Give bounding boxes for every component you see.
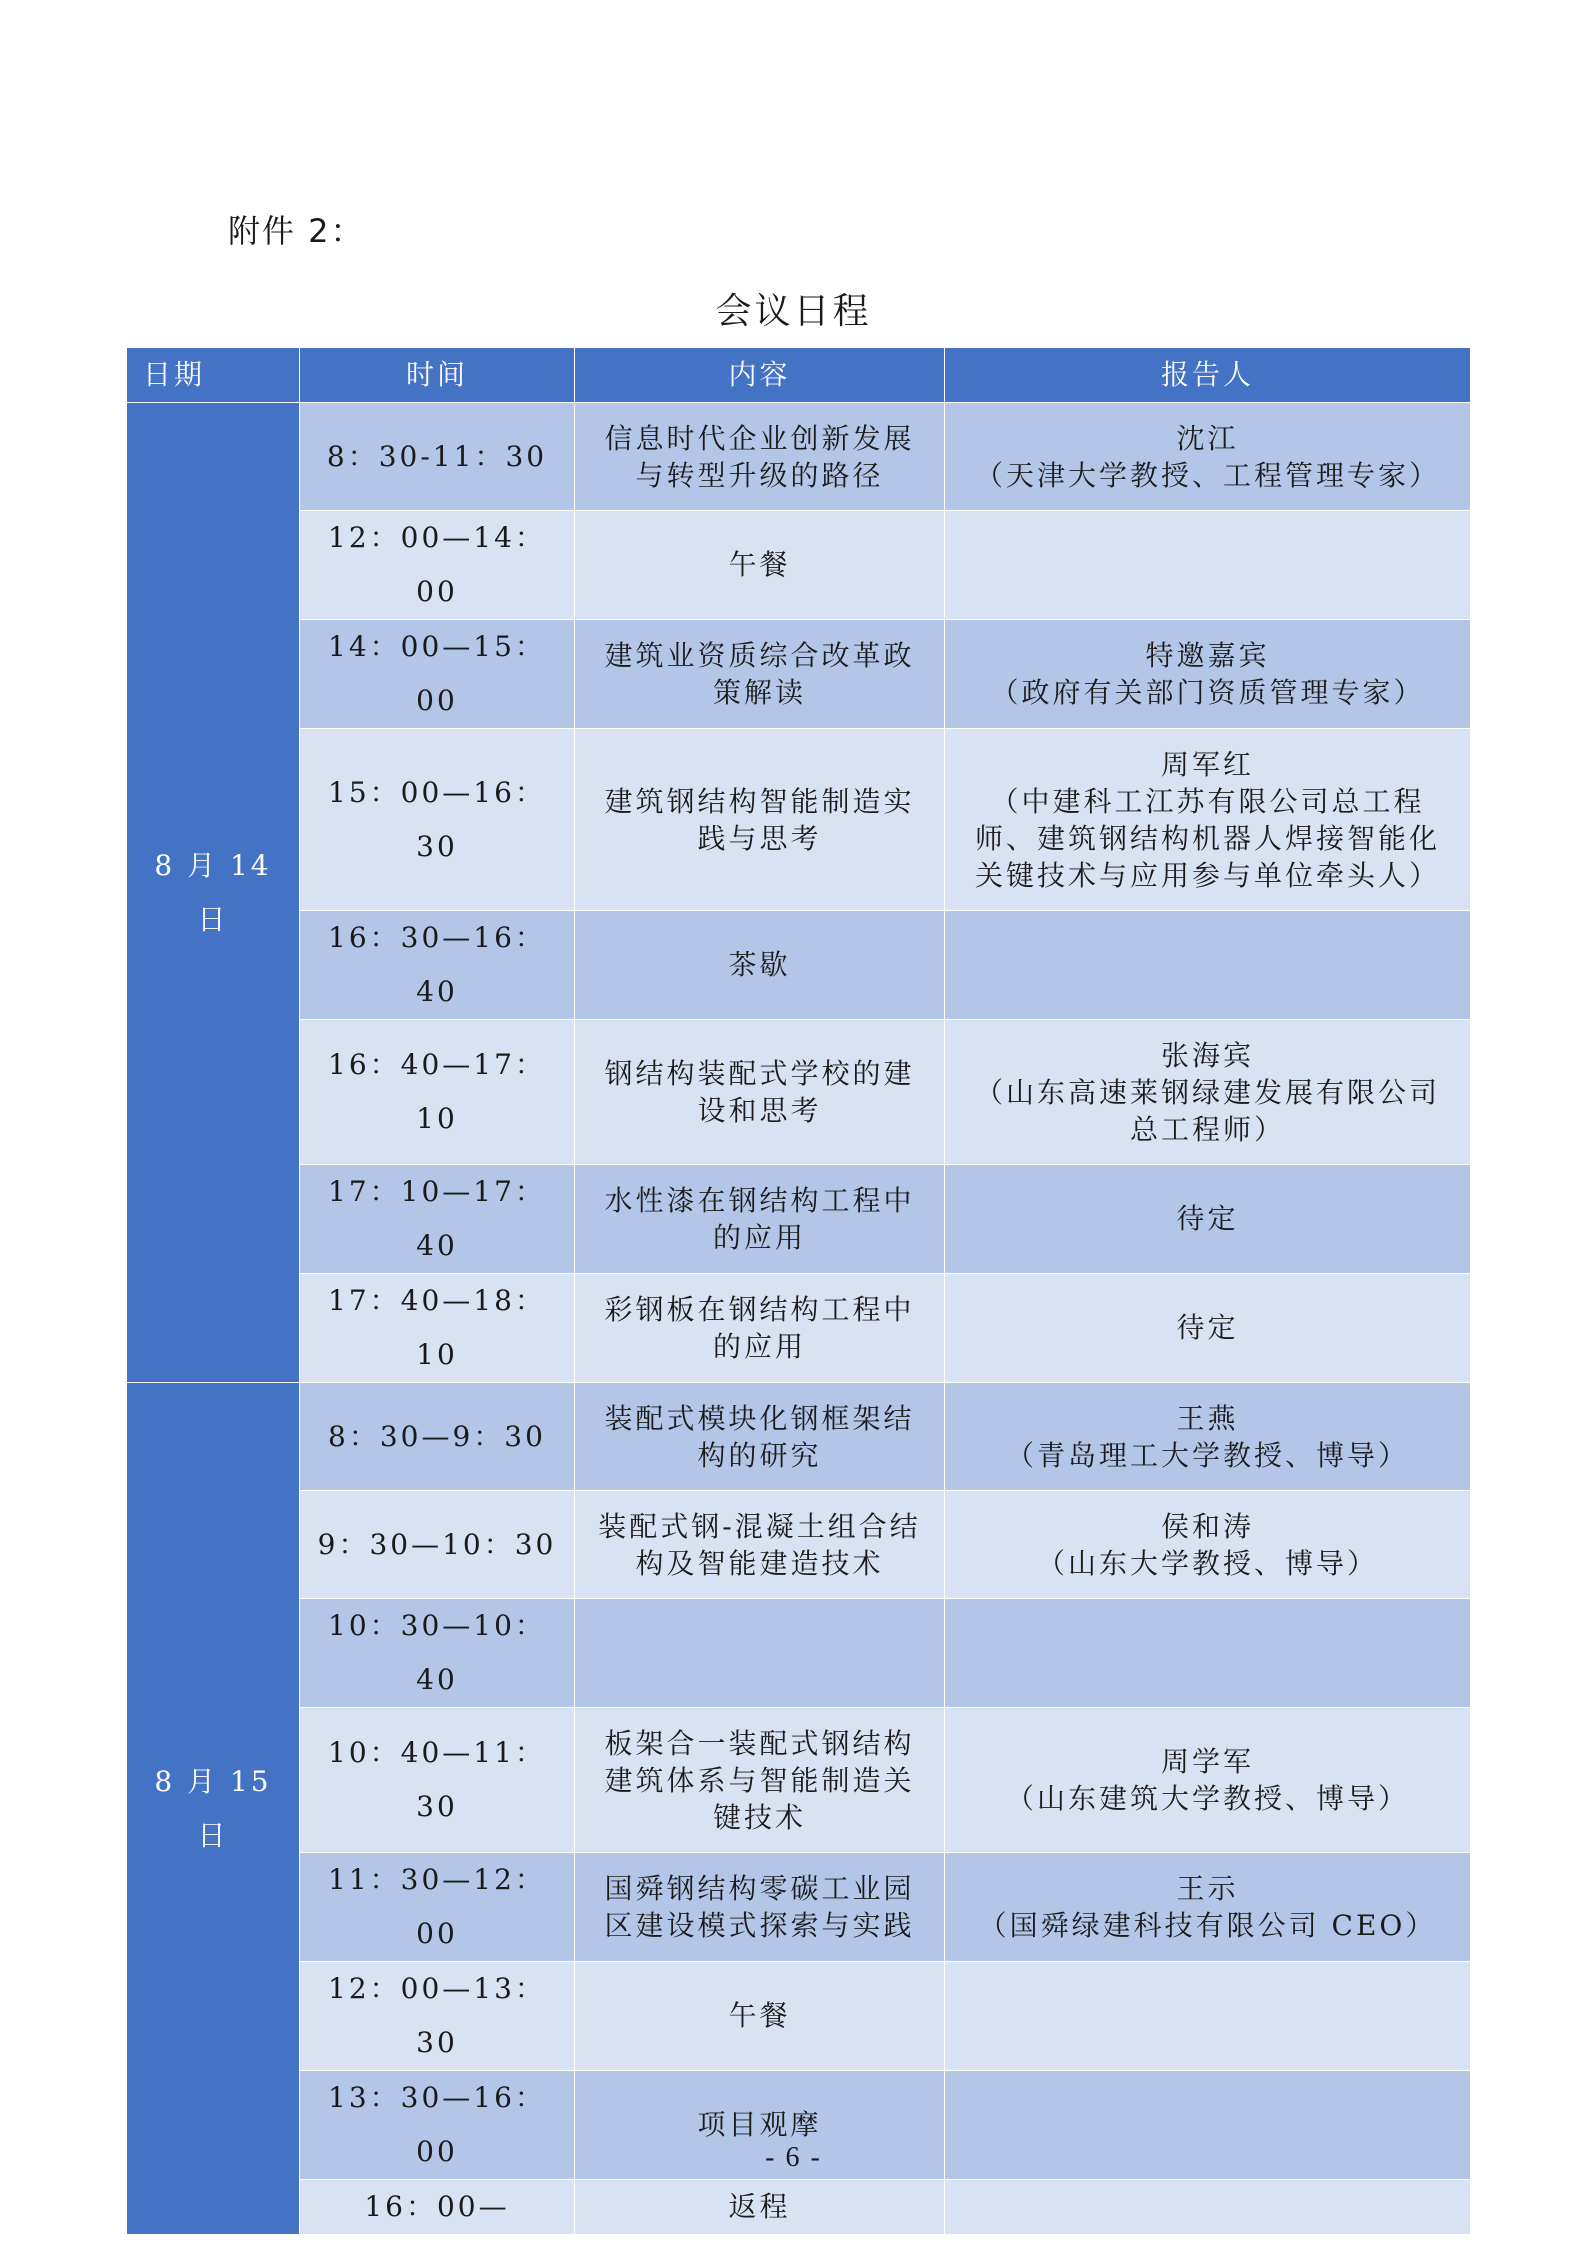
speaker-line: （山东建筑大学教授、博导） <box>1005 1782 1409 1815</box>
content-cell <box>575 1708 945 1853</box>
schedule-table <box>126 347 1471 2235</box>
content-cell <box>575 620 945 729</box>
schedule-body <box>127 403 1471 2235</box>
time-cell: 16：40—17：10 <box>300 1020 575 1165</box>
content-line: 板架合一装配式钢结构 <box>604 1726 915 1760</box>
content-line: 装配式钢-混凝土组合结 <box>598 1509 921 1543</box>
speaker-line: 总工程师） <box>1129 1112 1285 1146</box>
content-cell <box>575 729 945 911</box>
time-cell: 17：40—18：10 <box>300 1274 575 1383</box>
table-row <box>127 511 1471 620</box>
speaker-line: （山东大学教授、博导） <box>1036 1546 1378 1580</box>
table-row <box>127 911 1471 1020</box>
speaker-line: 周军红 <box>1160 747 1254 781</box>
attachment-label: 附件 2： <box>228 212 365 250</box>
speaker-cell <box>945 1020 1471 1165</box>
content-line: 装配式模块化钢框架结 <box>604 1401 915 1435</box>
content-cell <box>575 1599 945 1708</box>
content-line: 与转型升级的路径 <box>635 458 884 492</box>
content-line: 水性漆在钢结构工程中 <box>604 1184 915 1217</box>
table-row <box>127 1274 1471 1383</box>
content-cell <box>575 403 945 511</box>
content-cell <box>575 1853 945 1962</box>
time-cell: 8：30—9：30 <box>300 1383 575 1491</box>
time-cell: 14：00—15：00 <box>300 620 575 729</box>
table-row <box>127 1383 1471 1491</box>
content-cell <box>575 1274 945 1383</box>
speaker-cell <box>945 1962 1471 2071</box>
content-line: 项目观摩 <box>697 2108 822 2141</box>
table-row <box>127 620 1471 729</box>
time-cell: 11：30—12：00 <box>300 1853 575 1962</box>
speaker-cell <box>945 1165 1471 1274</box>
table-row <box>127 1853 1471 1962</box>
speaker-line: 待定 <box>1176 1311 1239 1344</box>
table-row <box>127 729 1471 911</box>
table-row <box>127 403 1471 511</box>
time-cell: 8：30-11：30 <box>300 403 575 511</box>
speaker-line: （国舜绿建科技有限公司 CEO） <box>978 1909 1437 1942</box>
content-line: 返程 <box>728 2190 791 2223</box>
speaker-cell <box>945 1853 1471 1962</box>
time-cell: 15：00—16：30 <box>300 729 575 911</box>
content-line: 钢结构装配式学校的建 <box>604 1057 915 1090</box>
content-line: 的应用 <box>712 1221 806 1254</box>
content-line: 午餐 <box>728 548 791 581</box>
speaker-line: （山东高速莱钢绿建发展有限公司 <box>974 1075 1440 1109</box>
content-line: 午餐 <box>728 1999 791 2032</box>
time-cell: 9：30—10：30 <box>300 1491 575 1599</box>
content-line: 建筑业资质综合改革政 <box>604 639 915 672</box>
table-row <box>127 1491 1471 1599</box>
time-cell: 13：30—16：00 <box>300 2071 575 2180</box>
time-cell: 12：00—13：30 <box>300 1962 575 2071</box>
speaker-line: 关键技术与应用参与单位牵头人） <box>974 858 1440 892</box>
time-cell: 12：00—14：00 <box>300 511 575 620</box>
content-cell <box>575 2180 945 2235</box>
content-line: 构的研究 <box>697 1438 822 1472</box>
speaker-cell <box>945 1491 1471 1599</box>
content-cell <box>575 511 945 620</box>
content-line: 策解读 <box>712 676 806 709</box>
content-line: 信息时代企业创新发展 <box>604 421 915 455</box>
time-cell: 16：00— <box>300 2180 575 2235</box>
content-line: 建筑钢结构智能制造实 <box>604 784 915 818</box>
speaker-line: （政府有关部门资质管理专家） <box>990 676 1425 709</box>
table-row <box>127 2180 1471 2235</box>
speaker-line: 王燕 <box>1176 1401 1239 1435</box>
content-line: 的应用 <box>712 1330 806 1363</box>
speaker-line: 张海宾 <box>1160 1038 1254 1072</box>
content-line: 区建设模式探索与实践 <box>604 1909 915 1942</box>
speaker-line: 周学军 <box>1160 1745 1254 1778</box>
speaker-cell <box>945 403 1471 511</box>
content-cell <box>575 1383 945 1491</box>
speaker-line: （青岛理工大学教授、博导） <box>1005 1438 1409 1472</box>
table-row <box>127 1020 1471 1165</box>
speaker-line: 王示 <box>1176 1872 1239 1905</box>
time-cell: 16：30—16：40 <box>300 911 575 1020</box>
content-cell <box>575 1491 945 1599</box>
content-line: 茶歇 <box>728 948 791 981</box>
speaker-cell <box>945 729 1471 911</box>
speaker-cell <box>945 620 1471 729</box>
speaker-cell <box>945 1274 1471 1383</box>
speaker-line: （天津大学教授、工程管理专家） <box>974 458 1440 492</box>
speaker-cell <box>945 2180 1471 2235</box>
speaker-cell <box>945 511 1471 620</box>
content-line: 设和思考 <box>697 1094 822 1127</box>
speaker-line: （中建科工江苏有限公司总工程 <box>990 784 1425 818</box>
table-row <box>127 1165 1471 1274</box>
content-cell <box>575 1962 945 2071</box>
header-speaker: 报告人 <box>945 348 1471 403</box>
content-cell <box>575 1020 945 1165</box>
table-row <box>127 1962 1471 2071</box>
content-line: 践与思考 <box>697 821 822 855</box>
time-cell: 17：10—17：40 <box>300 1165 575 1274</box>
content-line: 国舜钢结构零碳工业园 <box>604 1872 915 1905</box>
content-line: 键技术 <box>712 1800 806 1834</box>
speaker-line: 师、建筑钢结构机器人焊接智能化 <box>974 821 1440 855</box>
speaker-line: 特邀嘉宾 <box>1145 639 1270 672</box>
date-cell: 8 月 14 日 <box>127 403 300 1383</box>
content-line: 构及智能建造技术 <box>635 1546 884 1580</box>
time-cell: 10：30—10：40 <box>300 1599 575 1708</box>
table-row <box>127 1599 1471 1708</box>
content-line: 建筑体系与智能制造关 <box>604 1763 915 1797</box>
speaker-line: 待定 <box>1176 1202 1239 1235</box>
time-cell: 10：40—11：30 <box>300 1708 575 1853</box>
header-time: 时间 <box>300 348 575 403</box>
date-cell: 8 月 15 日 <box>127 1383 300 2235</box>
content-cell <box>575 911 945 1020</box>
header-content: 内容 <box>575 348 945 403</box>
document-title: 会议日程 <box>715 291 872 332</box>
page-number: - 6 - <box>765 2142 822 2173</box>
speaker-line: 沈江 <box>1176 421 1239 455</box>
speaker-cell <box>945 911 1471 1020</box>
speaker-cell <box>945 1383 1471 1491</box>
speaker-line: 侯和涛 <box>1160 1509 1254 1543</box>
content-line: 彩钢板在钢结构工程中 <box>604 1293 915 1326</box>
speaker-cell <box>945 1708 1471 1853</box>
table-row <box>127 1708 1471 1853</box>
table-header-row <box>127 348 1471 403</box>
header-date: 日期 <box>127 348 300 403</box>
content-cell <box>575 1165 945 1274</box>
speaker-cell <box>945 1599 1471 1708</box>
